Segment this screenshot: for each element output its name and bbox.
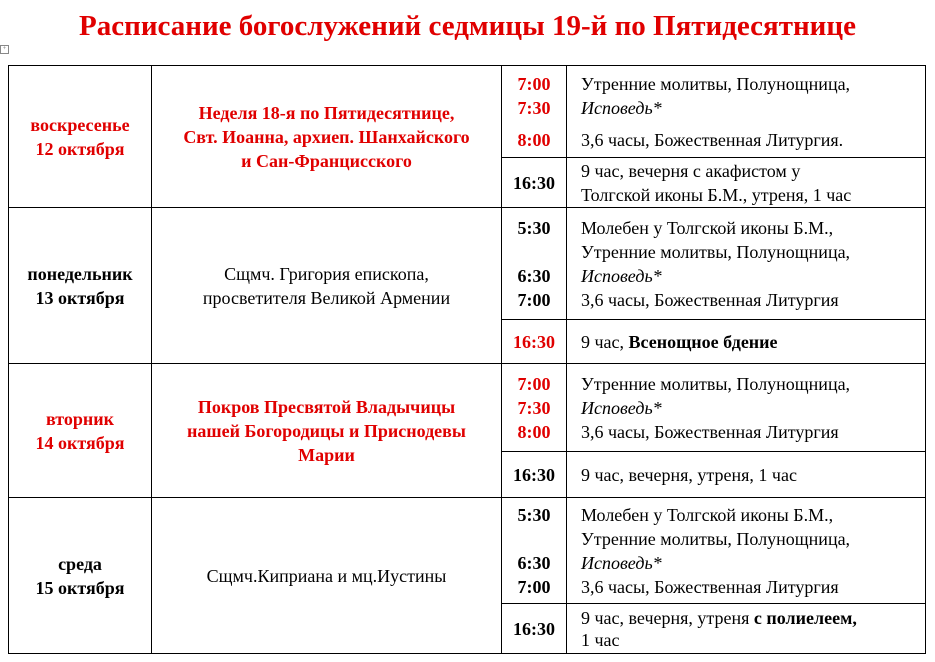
service-line: Утренние молитвы, Полунощница, <box>581 73 851 94</box>
service-time: 16:30 <box>513 464 555 485</box>
services-cell <box>567 208 926 320</box>
services-cell <box>567 66 926 158</box>
service-line: 1 час <box>581 629 620 650</box>
service-line: Утренние молитвы, Полунощница, <box>581 373 851 394</box>
service-line: 3,6 часы, Божественная Литургия. <box>581 129 844 150</box>
service-line: Молебен у Толгской иконы Б.М., <box>581 504 834 525</box>
services-cell <box>567 452 926 498</box>
service-line: Утренние молитвы, Полунощница, <box>581 528 851 549</box>
time-cell <box>502 498 567 604</box>
service-time: 7:30 <box>517 97 551 118</box>
service-time: 8:00 <box>517 421 551 442</box>
service-line: Исповедь* <box>581 265 662 286</box>
time-cell <box>502 452 567 498</box>
time-cell <box>502 364 567 452</box>
service-time: 16:30 <box>513 618 555 639</box>
time-cell <box>502 320 567 364</box>
day-date: 13 октября <box>35 287 125 308</box>
service-line: 3,6 часы, Божественная Литургия <box>581 421 839 442</box>
service-line: Исповедь* <box>581 97 662 118</box>
day-date: 15 октября <box>35 577 125 598</box>
service-time: 7:00 <box>517 73 551 94</box>
service-line: 3,6 часы, Божественная Литургия <box>581 576 839 597</box>
service-line: Молебен у Толгской иконы Б.М., <box>581 217 834 238</box>
feast-line: Неделя 18-я по Пятидесятнице, <box>198 102 455 123</box>
service-text: 9 час, <box>581 331 629 352</box>
feast-line: просветителя Великой Армении <box>202 287 451 308</box>
services-cell <box>567 364 926 452</box>
service-line: Исповедь* <box>581 552 662 573</box>
service-line: 3,6 часы, Божественная Литургия <box>581 289 839 310</box>
day-date: 14 октября <box>35 432 125 453</box>
service-line: 9 час, вечерня с акафистом у <box>581 160 801 181</box>
service-text: 9 час, вечерня, утреня <box>581 607 754 628</box>
feast-line: Сщмч. Григория епископа, <box>224 263 429 284</box>
service-time: 5:30 <box>517 217 551 238</box>
feast-line: Сщмч.Киприана и мц.Иустины <box>206 565 447 586</box>
table-row <box>9 364 926 452</box>
service-time: 7:00 <box>517 373 551 394</box>
day-name: воскресенье <box>30 114 130 135</box>
table-row <box>9 66 926 158</box>
service-time: 7:00 <box>517 576 551 597</box>
service-text-bold: с полиелеем, <box>753 607 857 628</box>
service-time: 16:30 <box>513 331 555 352</box>
service-text-bold: Всенощное бдение <box>628 331 778 352</box>
feast-line: нашей Богородицы и Приснодевы <box>187 420 466 441</box>
feast-line: Покров Пресвятой Владычицы <box>197 396 456 417</box>
service-time: 16:30 <box>513 172 555 193</box>
service-line <box>581 607 921 629</box>
table-anchor-icon[interactable]: + <box>0 45 9 54</box>
service-time: 6:30 <box>517 552 551 573</box>
schedule-table <box>8 65 926 654</box>
feast-line: и Сан-Францисского <box>241 150 412 171</box>
service-line: Исповедь* <box>581 397 662 418</box>
services-cell <box>567 604 926 654</box>
service-line: 9 час, вечерня, утреня, 1 час <box>581 464 797 485</box>
feast-cell <box>152 208 502 364</box>
services-cell <box>567 498 926 604</box>
service-line <box>581 330 921 354</box>
day-cell <box>9 66 152 208</box>
service-line: Утренние молитвы, Полунощница, <box>581 241 851 262</box>
service-time: 8:00 <box>517 129 551 150</box>
day-name: среда <box>58 553 102 574</box>
service-line: Толгской иконы Б.М., утреня, 1 час <box>581 184 852 205</box>
time-cell <box>502 66 567 158</box>
time-cell <box>502 158 567 208</box>
feast-line: Марии <box>298 444 355 465</box>
feast-cell <box>152 66 502 208</box>
time-cell <box>502 208 567 320</box>
feast-cell <box>152 498 502 654</box>
day-name: вторник <box>45 408 114 429</box>
service-time: 5:30 <box>517 504 551 525</box>
feast-line: Свт. Иоанна, архиеп. Шанхайского <box>183 126 470 147</box>
time-cell <box>502 604 567 654</box>
table-row <box>9 498 926 604</box>
day-name: понедельник <box>27 263 133 284</box>
services-cell <box>567 158 926 208</box>
services-cell <box>567 320 926 364</box>
day-date: 12 октября <box>35 138 125 159</box>
feast-cell <box>152 364 502 498</box>
service-time: 7:00 <box>517 289 551 310</box>
page-title: Расписание богослужений седмицы 19-й по Пятидесятнице <box>79 10 856 42</box>
service-time: 7:30 <box>517 397 551 418</box>
day-cell <box>9 364 152 498</box>
table-row <box>9 208 926 320</box>
day-cell <box>9 208 152 364</box>
service-time: 6:30 <box>517 265 551 286</box>
day-cell <box>9 498 152 654</box>
